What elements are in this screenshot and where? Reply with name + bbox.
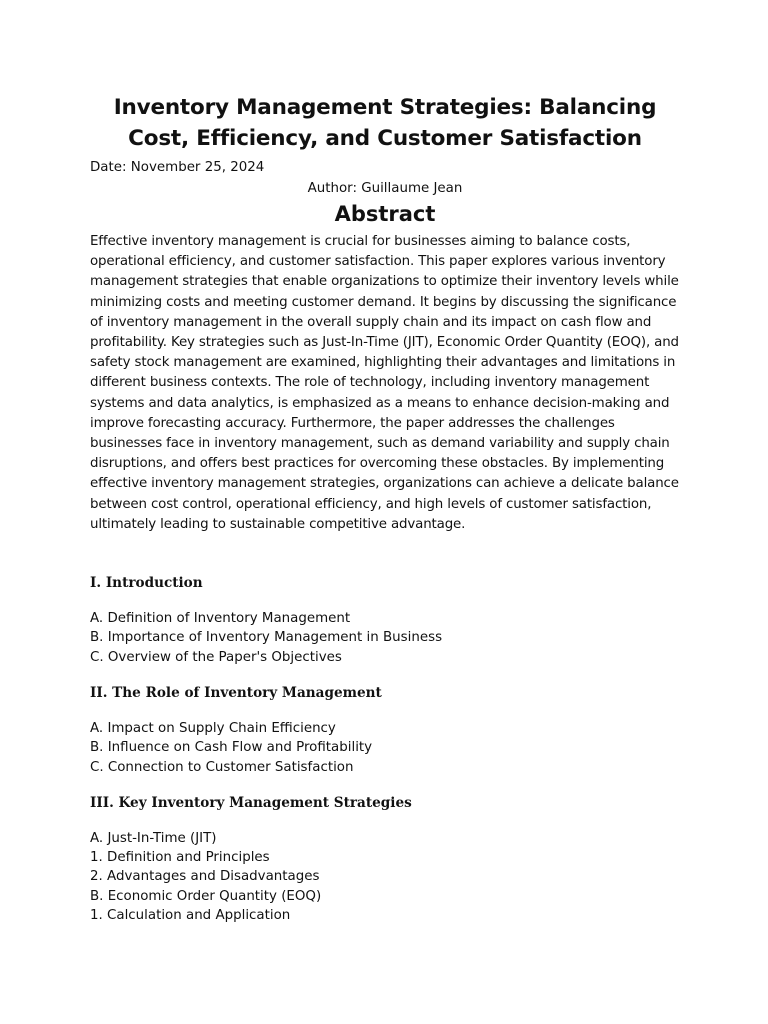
outline-item: B. Importance of Inventory Management in Business: [90, 630, 443, 646]
section-heading: I. Introduction: [90, 575, 203, 592]
abstract-heading: Abstract: [334, 202, 436, 226]
abstract-text: Effective inventory management is crucial for businesses aiming to balance costs, operational efficiency, and customer satisfaction. This paper explores various inventory management strategies that enable organizations to optimize their inventory levels while minimizing costs and meeting customer demand. It begins by discussing the significance of inventory management in the overall supply chain and its impact on cash flow and profitability. Key strategies such as Just-In-Time (JIT), Economic Order Quantity (EOQ), and safety stock management are examined, highlighting their advantages and limitations in different business contexts. The role of technology, including inventory management systems and data analytics, is emphasized as a means to enhance decision-making and improve forecasting accuracy. Furthermore, the paper addresses the challenges businesses face in inventory management, such as demand variability and supply chain disruptions, and offers best practices for overcoming these obstacles. By implementing effective inventory management strategies, organizations can achieve a delicate balance between cost control, operational efficiency, and high levels of customer satisfaction, ultimately leading to sustainable competitive advantage.: [90, 234, 679, 532]
section-heading: II. The Role of Inventory Management: [90, 684, 382, 701]
section-heading: III. Key Inventory Management Strategies: [90, 794, 412, 811]
outline-item: C. Overview of the Paper's Objectives: [90, 649, 342, 665]
outline-item: C. Connection to Customer Satisfaction: [90, 759, 354, 775]
outline-item: A. Definition of Inventory Management: [90, 611, 351, 627]
outline-item: A. Just-In-Time (JIT): [90, 830, 217, 846]
outline-item: 1. Calculation and Application: [90, 908, 291, 924]
document-author: Author: Guillaume Jean: [307, 181, 463, 196]
document-date: Date: November 25, 2024: [90, 160, 265, 175]
outline-item: 2. Advantages and Disadvantages: [90, 869, 320, 885]
outline-item: 1. Definition and Principles: [90, 850, 270, 866]
outline-item: A. Impact on Supply Chain Efficiency: [90, 720, 336, 736]
document-page: [90, 92, 680, 925]
document-title: Inventory Management Strategies: Balancing Cost, Efficiency, and Customer Satisfaction: [113, 95, 657, 151]
outline-list: [90, 719, 680, 777]
outline-item: B. Influence on Cash Flow and Profitability: [90, 740, 373, 756]
outline-list: [90, 609, 680, 667]
outline-list: [90, 829, 680, 925]
outline-item: B. Economic Order Quantity (EOQ): [90, 888, 322, 904]
